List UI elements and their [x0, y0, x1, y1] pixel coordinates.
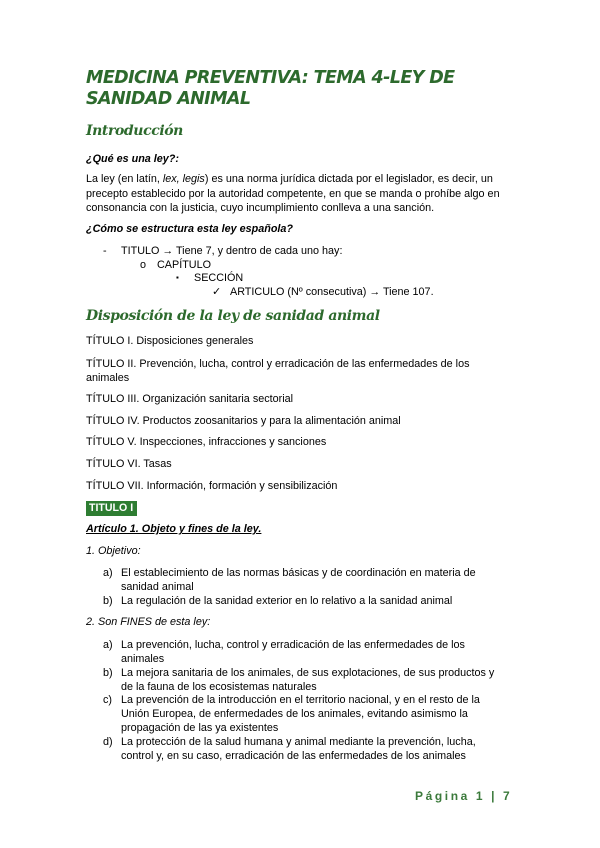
objetivo-a-line: sanidad animal — [121, 581, 194, 593]
titulo-item: TÍTULO II. Prevención, lucha, control y erradicación de las enfermedades de los — [86, 358, 470, 370]
objetivo-a-line: El establecimiento de las normas básicas y de coordinación en materia de — [121, 567, 476, 579]
fines-heading: 2. Son FINES de esta ley: — [86, 616, 211, 628]
document-title: MEDICINA PREVENTIVA: TEMA 4-LEY DE SANIDAD ANIMAL — [86, 68, 455, 109]
definition-line-2: precepto establecido por la autoridad competente, en que se manda o prohíbe algo en — [86, 187, 500, 200]
question-estructura: ¿Cómo se estructura esta ley española? — [86, 223, 294, 235]
titulo-item: TÍTULO III. Organización sanitaria sectorial — [86, 393, 294, 405]
page-number-footer: Página 1 | 7 — [415, 789, 513, 803]
objetivo-b-line: La regulación de la sanidad exterior en lo relativo a la sanidad animal — [121, 595, 453, 607]
titulo-i-badge: TITULO I — [86, 501, 137, 516]
titulo-item-continuation: animales — [86, 372, 130, 384]
definition-line-3: consonancia con la justicia, cuyo incumplimiento conlleva a una sanción. — [86, 202, 435, 214]
structure-titulo: TITULO → Tiene 7, y dentro de cada uno hay: — [121, 245, 343, 257]
fin-c-line: Unión Europea, de enfermedades de los animales, evitando asimismo la — [121, 708, 468, 720]
list-marker: a) — [103, 567, 113, 579]
structure-seccion: SECCIÓN — [194, 272, 244, 284]
list-marker-dash: - — [103, 245, 107, 257]
fin-b-line: La mejora sanitaria de los animales, de sus explotaciones, de sus productos y — [121, 667, 495, 679]
checkmark-icon: ✓ — [212, 286, 222, 298]
list-marker-square: ▪ — [176, 273, 179, 282]
list-marker: c) — [103, 694, 112, 706]
objetivo-heading: 1. Objetivo: — [86, 545, 141, 557]
titulo-item: TÍTULO IV. Productos zoosanitarios y para la alimentación animal — [86, 415, 401, 427]
structure-capitulo: CAPÍTULO — [157, 259, 211, 271]
heading-disposicion: Disposición de la ley de sanidad animal — [86, 308, 380, 324]
titulo-item: TÍTULO V. Inspecciones, infracciones y sanciones — [86, 436, 327, 448]
fin-c-line: propagación de las ya existentes — [121, 722, 279, 734]
fin-d-line: control y, en su caso, erradicación de las enfermedades de los animales — [121, 750, 466, 762]
list-marker: a) — [103, 639, 113, 651]
titulo-item: TÍTULO VI. Tasas — [86, 458, 172, 470]
structure-articulo: ARTICULO (Nº consecutiva) → Tiene 107. — [230, 286, 434, 298]
list-marker: b) — [103, 667, 113, 679]
fin-b-line: de la fauna de los ecosistemas naturales — [121, 681, 317, 693]
fin-a-line: animales — [121, 653, 165, 665]
definition-line-1: La ley (en latín, lex, legis) es una norma jurídica dictada por el legislador, es decir, un — [86, 173, 493, 185]
list-marker: d) — [103, 736, 113, 748]
titulo-item: TÍTULO I. Disposiciones generales — [86, 335, 254, 347]
heading-introduccion: Introducción — [86, 123, 183, 139]
list-marker-circle: o — [140, 259, 147, 271]
fin-c-line: La prevención de la introducción en el territorio nacional, y en el resto de la — [121, 694, 480, 706]
question-que-es-una-ley: ¿Qué es una ley?: — [86, 153, 179, 165]
fin-a-line: La prevención, lucha, control y erradicación de las enfermedades de los — [121, 639, 465, 651]
list-marker: b) — [103, 595, 113, 607]
fin-d-line: La protección de la salud humana y animal mediante la prevención, lucha, — [121, 736, 476, 748]
titulo-item: TÍTULO VII. Información, formación y sensibilización — [86, 480, 338, 492]
articulo-1-heading: Artículo 1. Objeto y fines de la ley. — [86, 523, 262, 535]
